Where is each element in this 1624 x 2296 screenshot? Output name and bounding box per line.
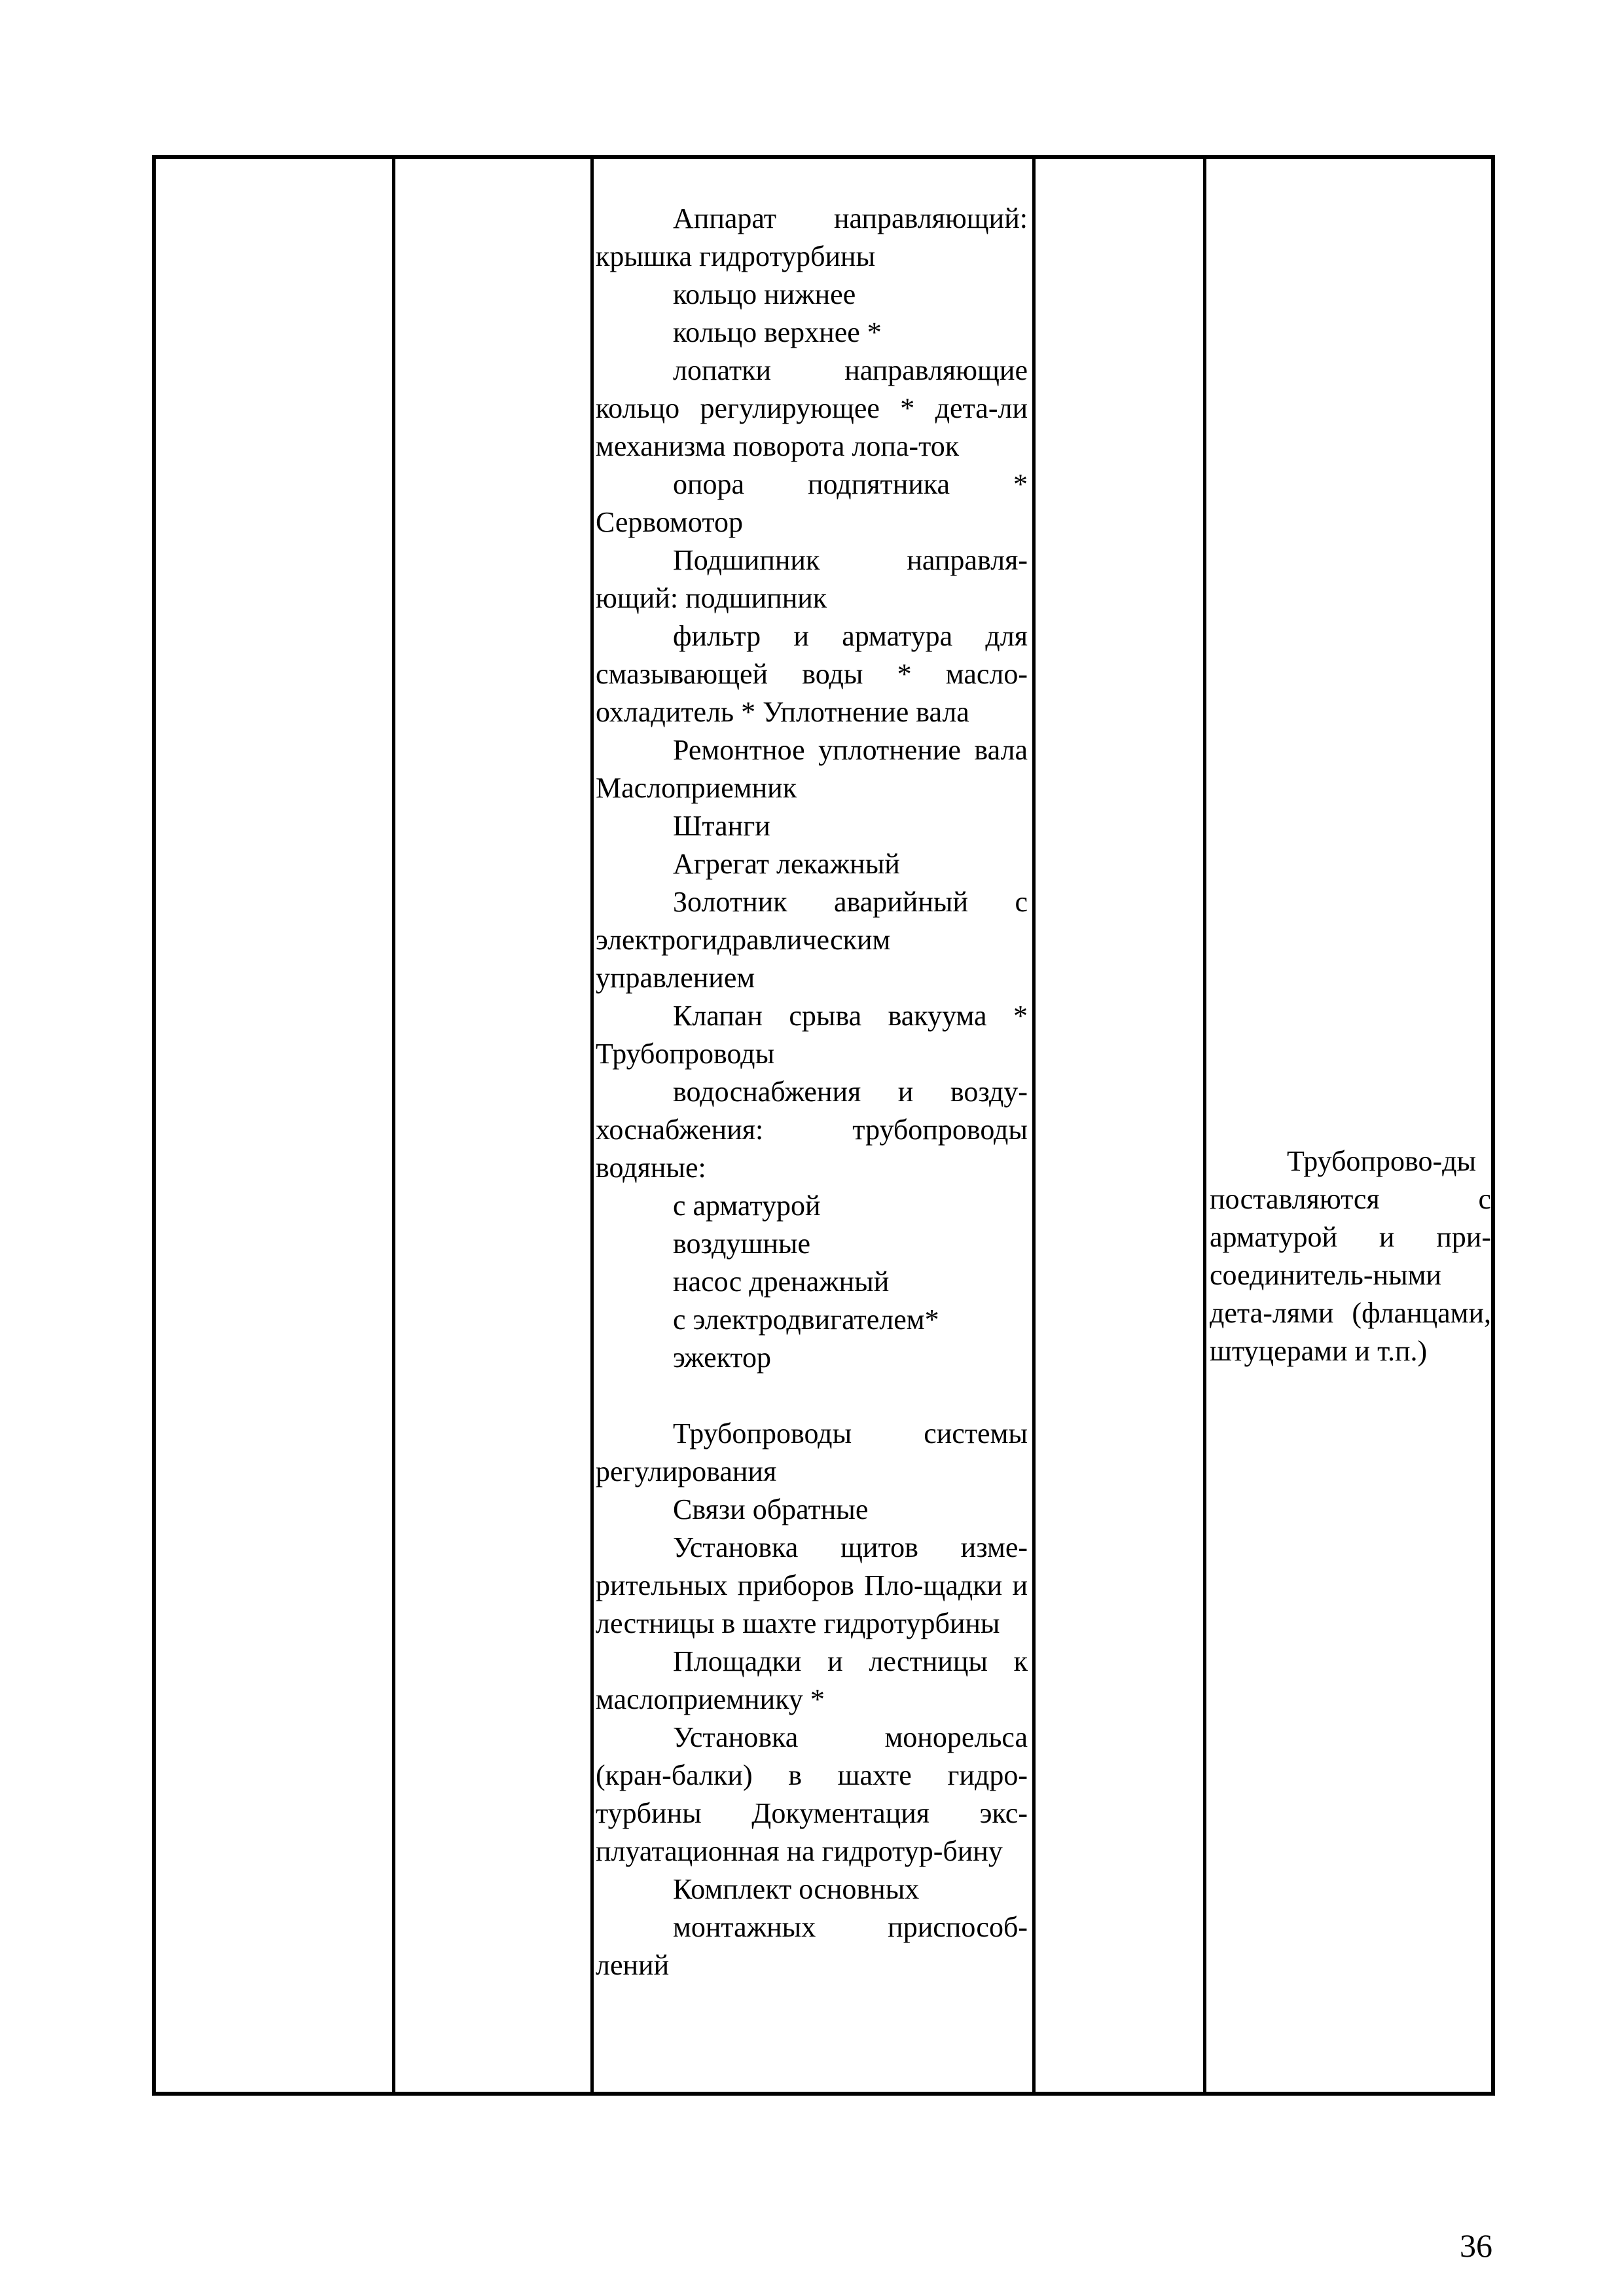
equipment-item: насос дренажный <box>673 1266 890 1298</box>
column-divider <box>1032 159 1036 2092</box>
equipment-item: Подшипник направля-ющий: подшипник <box>596 544 1028 614</box>
equipment-list-cell <box>596 200 1028 1984</box>
column-divider <box>1203 159 1206 2092</box>
equipment-item: Связи обратные <box>673 1493 869 1525</box>
equipment-table <box>152 155 1495 2096</box>
equipment-item: Ремонтное уплотнение вала Маслоприемник <box>596 734 1028 804</box>
equipment-item: водоснабжения и возду-хоснабжения: трубопроводы водяные: <box>596 1076 1028 1184</box>
pipeline-note: Трубопрово-ды поставляются с арматурой и при-соединитель-ными дета-лями (фланцами, штуцерами и т.п.) <box>1210 1145 1491 1367</box>
equipment-item: опора подпятника * Сервомотор <box>596 468 1028 538</box>
equipment-item: с арматурой <box>673 1190 821 1222</box>
equipment-item: лопатки направляющие кольцо регулирующее * дета-ли механизма поворота лопа-ток <box>596 354 1028 462</box>
page-number: 36 <box>1460 2227 1492 2264</box>
equipment-item: Площадки и лестницы к маслоприемнику * <box>596 1645 1028 1715</box>
equipment-item: Штанги <box>673 810 770 842</box>
equipment-item: Трубопроводы системы регулирования <box>596 1417 1028 1487</box>
blank-line <box>596 1377 1028 1415</box>
equipment-item: фильтр и арматура для смазывающей воды * масло-охладитель * Уплотнение вала <box>596 620 1028 728</box>
equipment-item: Аппарат направляющий: крышка гидротурбины <box>596 202 1028 272</box>
column-divider <box>392 159 395 2092</box>
equipment-item: кольцо верхнее * <box>673 316 882 348</box>
equipment-item: Установка монорельса (кран-балки) в шахте гидро-турбины Документация экс-плуатационная на гидротур-бину <box>596 1721 1028 1867</box>
equipment-item: кольцо нижнее <box>673 278 856 310</box>
equipment-item: монтажных приспособ-лений <box>596 1911 1028 1981</box>
equipment-item: Установка щитов изме-рительных приборов Пло-щадки и лестницы в шахте гидротурбины <box>596 1531 1028 1639</box>
equipment-item: с электродвигателем* <box>673 1303 939 1336</box>
column-divider <box>590 159 594 2092</box>
equipment-item: Золотник аварийный с электрогидравлическим управлением <box>596 886 1028 994</box>
equipment-item: Комплект основных <box>673 1873 920 1905</box>
equipment-item: Агрегат лекажный <box>673 848 900 880</box>
notes-cell <box>1210 1142 1491 1370</box>
equipment-item: Клапан срыва вакуума * Трубопроводы <box>596 1000 1028 1070</box>
equipment-item: эжектор <box>673 1341 772 1374</box>
equipment-item: воздушные <box>673 1228 810 1260</box>
